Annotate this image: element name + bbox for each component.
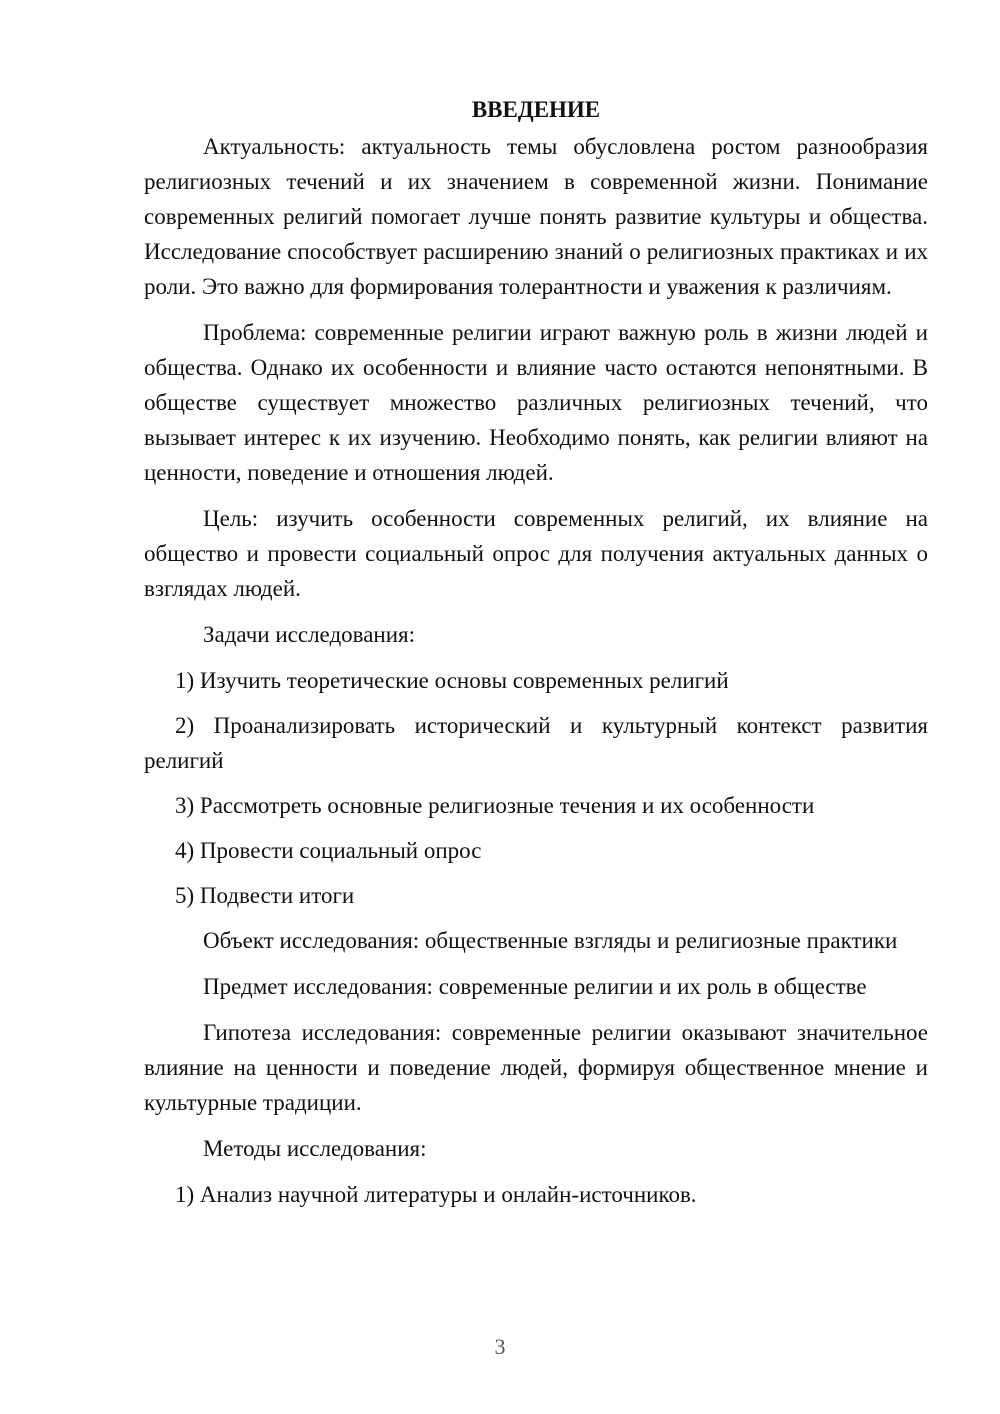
task-item: 2) Проанализировать исторический и культурный контекст развития религий [144,713,928,773]
task-item: 3) Рассмотреть основные религиозные течения и их особенности [175,793,815,818]
methods-heading: Методы исследования: [203,1136,427,1161]
methods-list [144,1177,928,1212]
hypothesis-paragraph: Гипотеза исследования: современные религии оказывают значительное влияние на ценности и поведение людей, формируя общественное мнение и культурные традиции. [144,1020,928,1115]
object-paragraph: Объект исследования: общественные взгляды и религиозные практики [203,928,898,953]
task-item: 4) Провести социальный опрос [175,838,482,863]
task-item: 1) Изучить теоретические основы современных религий [175,668,729,693]
tasks-heading: Задачи исследования: [203,622,416,647]
document-page [144,92,928,1222]
task-item: 5) Подвести итоги [175,883,355,908]
problem-paragraph: Проблема: современные религии играют важную роль в жизни людей и общества. Однако их особенности и влияние часто остаются непонятными. В обществе существует множество различных религиозных течений, что вызывает интерес к их изучению. Необходимо понять, как религии влияют на ценности, поведение и отношения людей. [144,320,928,485]
tasks-list [144,663,928,913]
page-title: ВВЕДЕНИЕ [471,97,601,122]
relevance-paragraph: Актуальность: актуальность темы обусловлена ростом разнообразия религиозных течений и их значением в современной жизни. Понимание современных религий помогает лучше понять развитие культуры и общества. Исследование способствует расширению знаний о религиозных практиках и их роли. Это важно для формирования толерантности и уважения к различиям. [144,134,928,299]
goal-paragraph: Цель: изучить особенности современных религий, их влияние на общество и провести социальный опрос для получения актуальных данных о взглядах людей. [144,506,928,601]
method-item: 1) Анализ научной литературы и онлайн-источников. [175,1182,697,1207]
page-number: 3 [494,1334,506,1359]
subject-paragraph: Предмет исследования: современные религии и их роль в обществе [203,974,867,999]
